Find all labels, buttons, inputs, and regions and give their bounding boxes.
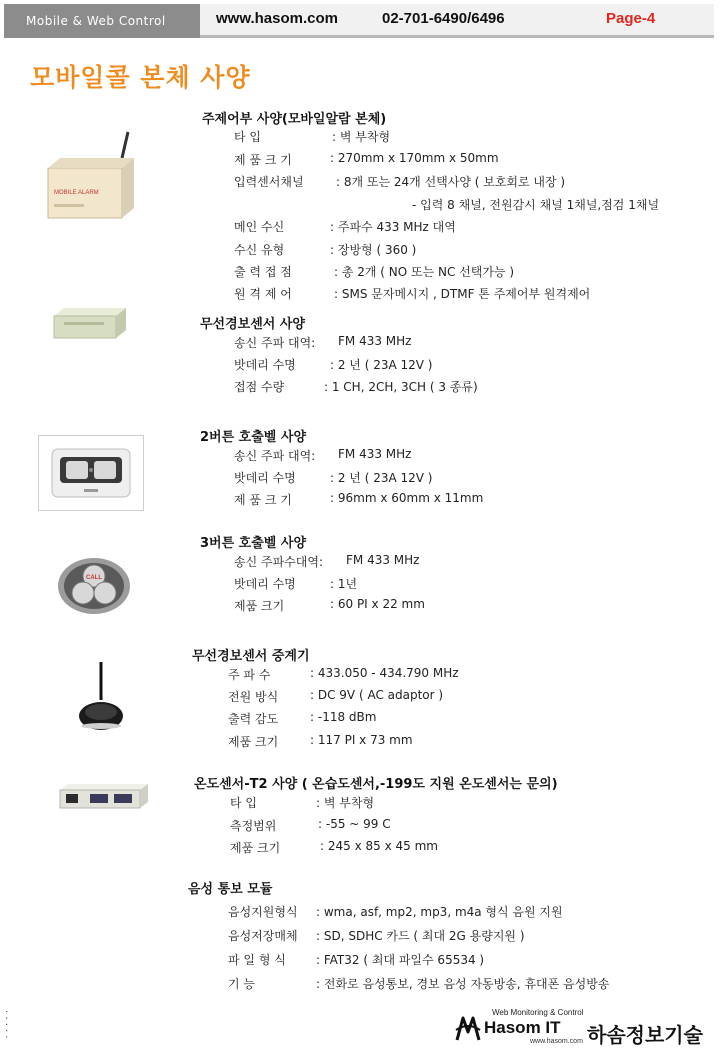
spec-value: : DC 9V ( AC adaptor )	[310, 688, 444, 702]
spec-value: : 총 2개 ( NO 또는 NC 선택가능 )	[334, 265, 515, 279]
spec-value: : 117 PI x 73 mm	[310, 733, 413, 747]
spec-value: FM 433 MHz	[338, 447, 412, 461]
spec-label: 제품 크기	[234, 599, 285, 613]
spec-label: 제품 크기	[230, 841, 281, 855]
spec-value: : 60 PI x 22 mm	[330, 597, 425, 611]
spec-label: 접점 수량	[234, 380, 285, 394]
spec-label: 전원 방식	[228, 690, 279, 704]
section-title-three-button-bell: 3버튼 호출벨 사양	[200, 536, 307, 551]
edge-marks-text: · · · · ·	[0, 1010, 11, 1039]
page-title: 모바일콜 본체 사양	[30, 63, 251, 92]
spec-value: : 2 년 ( 23A 12V )	[330, 358, 433, 372]
spec-label: 기 능	[228, 977, 255, 991]
spec-label: 수신 유형	[234, 243, 285, 257]
company-logo	[452, 1008, 720, 1052]
spec-label: 타 입	[230, 796, 257, 810]
mobile-alarm-unit-image	[42, 128, 142, 238]
spec-value: : 벽 부착형	[316, 796, 375, 810]
spec-label: 측정범위	[230, 819, 277, 833]
hasom-logo-icon	[454, 1014, 482, 1048]
spec-value: : 전화로 음성통보, 경보 음성 자동방송, 휴대폰 음성방송	[316, 977, 610, 991]
temperature-sensor-image	[56, 780, 152, 812]
spec-label: 입력센서채널	[234, 175, 304, 189]
spec-value: : 96mm x 60mm x 11mm	[330, 491, 484, 505]
spec-value: : -118 dBm	[310, 710, 377, 724]
spec-value: : 1년	[330, 577, 358, 591]
logo-tagline: Web Monitoring & Control	[492, 1008, 584, 1017]
spec-value: FM 433 MHz	[346, 553, 420, 567]
header-phone: 02-701-6490/6496	[382, 10, 505, 27]
spec-value: : 주파수 433 MHz 대역	[330, 220, 456, 234]
three-button-bell-image	[56, 556, 132, 616]
spec-label: 송신 주파 대역:	[234, 336, 316, 350]
spec-label: 원 격 제 어	[234, 287, 292, 301]
spec-label: 파 일 형 식	[228, 953, 286, 967]
spec-value: : 245 x 85 x 45 mm	[320, 839, 438, 853]
header-tagline-text: Mobile & Web Control	[26, 14, 166, 28]
spec-value: : SD, SDHC 카드 ( 최대 2G 용량지원 )	[316, 929, 525, 943]
section-title-two-button-bell: 2버튼 호출벨 사양	[200, 430, 307, 445]
section-title-wireless-sensor: 무선경보센서 사양	[200, 317, 305, 332]
spec-value: : 2 년 ( 23A 12V )	[330, 471, 433, 485]
unit-label: MOBILE ALARM	[54, 190, 99, 196]
spec-label: 밧데리 수명	[234, 471, 296, 485]
spec-value: : 8개 또는 24개 선택사양 ( 보호회로 내장 )	[336, 175, 566, 189]
spec-value: : SMS 문자메시지 , DTMF 톤 주제어부 원격제어	[334, 287, 591, 301]
spec-label: 음성지원형식	[228, 905, 298, 919]
spec-label: 타 입	[234, 130, 261, 144]
two-button-bell-image	[38, 435, 144, 511]
header-tagline	[4, 4, 200, 38]
spec-value: - 입력 8 채널, 전원감시 채널 1채널,점검 1채널	[412, 198, 660, 212]
spec-label: 송신 주파 대역:	[234, 449, 316, 463]
spec-value: : FAT32 ( 최대 파일수 65534 )	[316, 953, 485, 967]
section-title-temperature-sensor: 온도센서-T2 사양 ( 온습도센서,-199도 지원 온도센서는 문의)	[194, 777, 558, 792]
spec-value: FM 433 MHz	[338, 334, 412, 348]
spec-label: 제 품 크 기	[234, 493, 292, 507]
section-title-voice-module: 음성 통보 모듈	[188, 882, 273, 897]
page-edge-marks	[0, 1010, 11, 1039]
repeater-image	[76, 660, 126, 732]
spec-label: 밧데리 수명	[234, 577, 296, 591]
spec-value: : 장방형 ( 360 )	[330, 243, 417, 257]
spec-label: 음성저장매체	[228, 929, 298, 943]
spec-label: 밧데리 수명	[234, 358, 296, 372]
spec-label: 출력 감도	[228, 712, 279, 726]
header-url[interactable]: www.hasom.com	[216, 10, 338, 27]
spec-label: 주 파 수	[228, 668, 271, 682]
logo-brand: Hasom IT	[484, 1018, 561, 1037]
header-page-number: Page-4	[606, 10, 656, 27]
section-title-repeater: 무선경보센서 중계기	[192, 649, 310, 664]
wireless-sensor-image	[50, 302, 130, 344]
spec-label: 메인 수신	[234, 220, 285, 234]
spec-label: 출 력 접 점	[234, 265, 292, 279]
spec-label: 제 품 크 기	[234, 153, 292, 167]
spec-label: 송신 주파수대역:	[234, 555, 324, 569]
logo-url[interactable]: www.hasom.com	[530, 1038, 583, 1045]
spec-value: : 433.050 - 434.790 MHz	[310, 666, 459, 680]
logo-brand-korean: 하솜정보기술	[587, 1023, 703, 1047]
header-bar	[200, 4, 714, 38]
spec-label: 제품 크기	[228, 735, 279, 749]
spec-value: : wma, asf, mp2, mp3, m4a 형식 음원 지원	[316, 905, 563, 919]
spec-value: : 270mm x 170mm x 50mm	[330, 151, 499, 165]
call-label: CALL	[86, 575, 102, 581]
section-title-main-unit: 주제어부 사양(모바일알람 본체)	[202, 112, 387, 127]
spec-value: : 1 CH, 2CH, 3CH ( 3 종류)	[324, 380, 478, 394]
spec-value: : 벽 부착형	[332, 130, 391, 144]
spec-value: : -55 ~ 99 C	[318, 817, 391, 831]
